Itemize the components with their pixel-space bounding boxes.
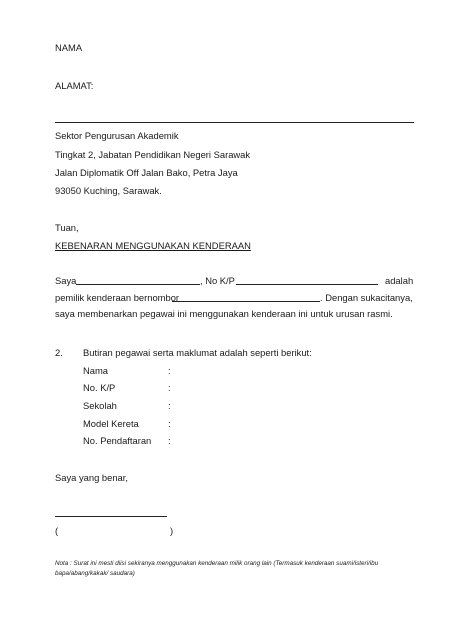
field-colon: : xyxy=(168,382,171,393)
field-label-nama: Nama xyxy=(83,365,109,376)
field-colon: : xyxy=(168,400,171,411)
field-colon: : xyxy=(168,365,171,376)
recipient-line-2: Tingkat 2, Jabatan Pendidikan Negeri Sarawak xyxy=(55,149,251,160)
body-saya: Saya xyxy=(55,275,77,286)
body-pemilik: pemilik kenderaan bernombor xyxy=(55,292,180,303)
field-label-no-pendaftaran: No. Pendaftaran xyxy=(83,435,152,446)
signature-close-paren: ) xyxy=(170,525,174,536)
vehicle-number-blank-line xyxy=(172,301,320,302)
recipient-line-4: 93050 Kuching, Sarawak. xyxy=(55,185,162,196)
signature-open-paren: ( xyxy=(55,525,59,536)
address-divider xyxy=(55,122,414,123)
body-nokp: , No K/P xyxy=(200,275,235,286)
footnote: Nota : Surat ini mesti diisi sekiranya menggunakan kenderaan milik orang lain (Termasuk kenderaan suami/isteri/ibu bapa/abang/kakak/ saudara) xyxy=(55,560,379,577)
recipient-line-3: Jalan Diplomatik Off Jalan Bako, Petra Jaya xyxy=(55,167,238,178)
recipient-line-1: Sektor Pengurusan Akademik xyxy=(55,130,179,141)
field-label-model-kereta: Model Kereta xyxy=(83,418,139,429)
body-line-3: saya membenarkan pegawai ini menggunakan kenderaan ini untuk urusan rasmi. xyxy=(55,308,393,319)
section-2-number: 2. xyxy=(55,347,63,358)
body-adalah: adalah xyxy=(385,275,414,286)
closing: Saya yang benar, xyxy=(55,472,128,483)
nama-label: NAMA xyxy=(55,42,83,53)
subject-heading: KEBENARAN MENGGUNAKAN KENDERAAN xyxy=(55,240,251,251)
ic-blank-line xyxy=(236,284,378,285)
salutation: Tuan, xyxy=(55,222,79,233)
field-colon: : xyxy=(168,435,171,446)
alamat-label: ALAMAT: xyxy=(55,80,94,91)
body-dengan: . Dengan sukacitanya, xyxy=(320,292,413,303)
field-label-nokp: No. K/P xyxy=(83,382,116,393)
field-colon: : xyxy=(168,418,171,429)
name-blank-line xyxy=(76,284,200,285)
section-2-intro: Butiran pegawai serta maklumat adalah seperti berikut: xyxy=(83,347,312,358)
signature-line xyxy=(55,516,167,517)
field-label-sekolah: Sekolah xyxy=(83,400,117,411)
